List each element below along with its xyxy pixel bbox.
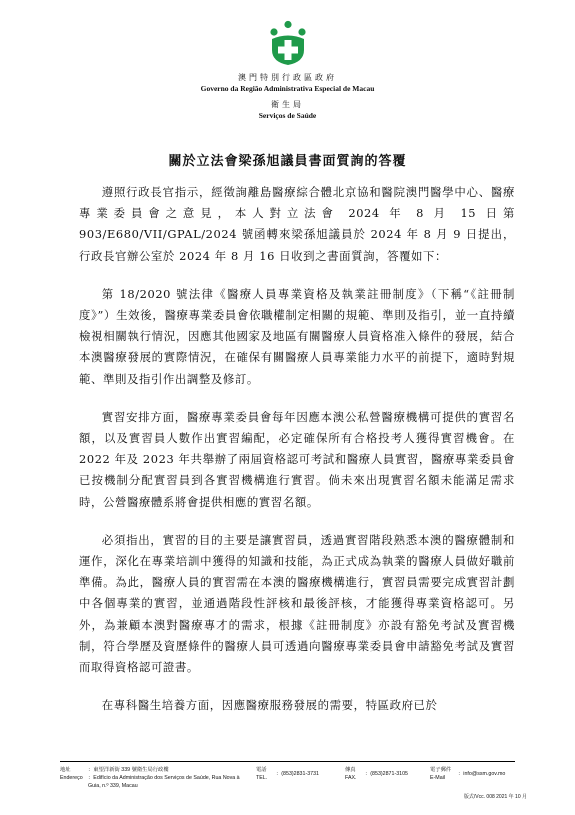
government-name-pt: Governo da Região Administrativa Especial de Macau xyxy=(200,84,375,93)
email-label-pt: E-Mail xyxy=(430,775,446,781)
paragraph-intro: 遵照行政長官指示，經徵詢離島醫療綜合體北京協和醫院澳門醫學中心、醫療專業委員會之意見，本人對立法會 2024 年 8 月 15 日第 903/E680/VII/GPAL/2024 號函轉來梁孫旭議員於 2024 年 8 月 9 日提出，行政長官辦公室於 2024 年 8 月 16 日收到之書面質詢，答覆如下： xyxy=(79,185,515,263)
footer-email-labels xyxy=(430,766,451,782)
email-label-zh: 電子郵件 xyxy=(430,767,452,773)
email-value[interactable]: ：info@ssm.gov.mo xyxy=(458,771,506,777)
address-zh: ：東望洋新街 339 號衛生局行政樓 xyxy=(88,767,169,773)
footer-tel-labels xyxy=(256,766,267,782)
fax-label-pt: FAX. xyxy=(345,775,357,781)
paragraph-registration-system: 第 18/2020 號法律《醫療人員專業資格及執業註冊制度》（下稱“《註冊制度》”）生效後，醫療專業委員會依職權制定相關的規範、準則及指引，並一直持續檢視相關執行情況，因應其他國家及地區有關醫療人員資格准入條件的發展，結合本澳醫療發展的實際情況，在確保有關醫療人員專業能力水平的前提下，適時對規範、準則及指引作出調整及修訂。 xyxy=(79,286,515,386)
document-body xyxy=(79,182,515,724)
address-label-zh: 地址 xyxy=(60,767,71,773)
paragraph-internship-purpose: 必須指出，實習的目的主要是讓實習員，透過實習階段熟悉本澳的醫療體制和運作，深化在專業培訓中獲得的知識和技能，為正式成為執業的醫療人員做好職前準備。為此，醫療人員的實習需在本澳的醫療機構進行，實習員需要完成實習計劃中各個專業的實習，並通過階段性評核和最後評核，才能獲得專業資格認可。另外，為兼顧本澳對醫療專才的需求，根據《註冊制度》亦設有豁免考試及實習機制，符合學歷及資歷條件的醫療人員可透過向醫療專業委員會申請豁免考試及實習而取得資格認可證書。 xyxy=(79,532,515,675)
paragraph-specialist-training: 在專科醫生培養方面，因應醫療服務發展的需要，特區政府已於 xyxy=(101,698,438,713)
tel-label-zh: 電話 xyxy=(256,767,267,773)
document-title: 關於立法會梁孫旭議員書面質詢的答覆 xyxy=(168,154,407,169)
department-name-pt: Serviços de Saúde xyxy=(258,111,317,120)
footer-address-labels xyxy=(60,766,83,782)
address-pt: ：Edifício da Administração dos Serviços de Saúde, Rua Nova à Guia, n.º 339, Macau xyxy=(88,775,240,789)
paragraph-internship-arrangement: 實習安排方面，醫療專業委員會每年因應本澳公私營醫療機構可提供的實習名額，以及實習員人數作出實習編配，必定確保所有合格投考人獲得實習機會。在 2022 年及 2023 年共舉辦了兩屆資格認可考試和醫療人員實習，醫療專業委員會已按機制分配實習員到各實習機構進行實習。倘未來出現實習名額未能滿足需求時，公營醫療體系將會提供相應的實習名額。 xyxy=(79,409,515,509)
macau-health-bureau-logo-icon xyxy=(268,20,308,66)
footer-fax-labels xyxy=(345,766,356,782)
form-code: 版式/Vcc. 008 2021 年 10 月 xyxy=(463,794,527,800)
tel-value: ：(853)2831-3731 xyxy=(276,771,319,777)
footer-divider xyxy=(60,761,515,762)
fax-value: ：(853)2871-3105 xyxy=(365,771,408,777)
footer-address xyxy=(88,766,248,790)
address-label-pt: Endereço xyxy=(60,775,83,781)
tel-label-pt: TEL. xyxy=(256,775,268,781)
department-name-zh: 衛生局 xyxy=(271,100,304,109)
government-name-zh: 澳門特別行政區政府 xyxy=(238,73,337,82)
fax-label-zh: 傳真 xyxy=(345,767,356,773)
